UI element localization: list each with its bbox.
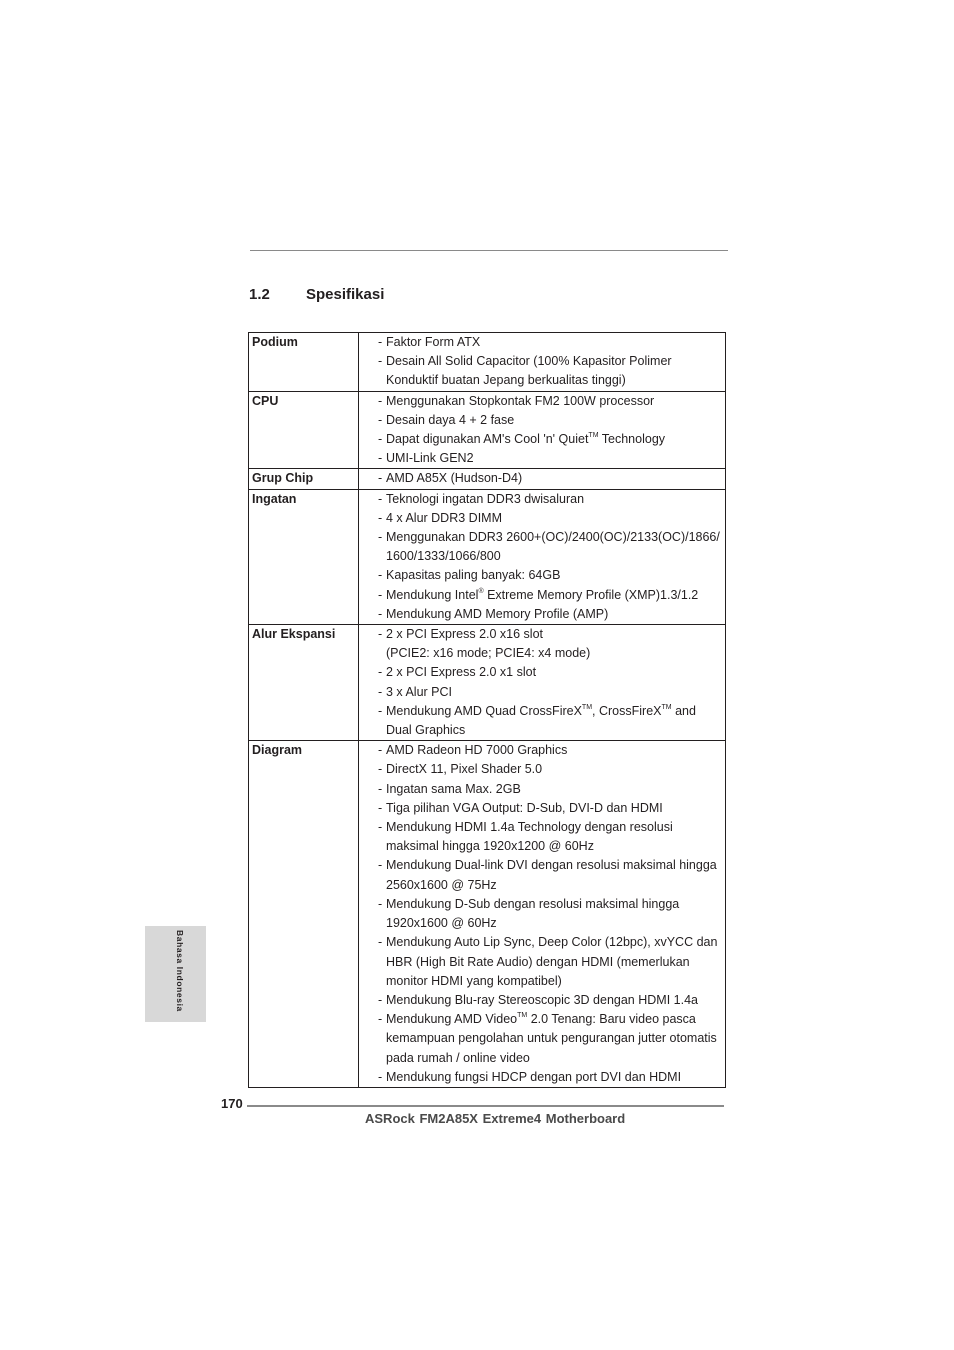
spec-item: [378, 528, 725, 566]
footer-title: ASRock FM2A85X Extreme4 Motherboard: [365, 1111, 626, 1126]
bullet-dash: -: [378, 684, 383, 699]
spec-item: [378, 625, 725, 663]
bullet-dash: -: [378, 393, 383, 408]
spec-item: [378, 430, 725, 449]
spec-items: [359, 333, 726, 392]
bullet-dash: -: [378, 568, 383, 583]
spec-item-line: Mendukung D-Sub dengan resolusi maksimal hingga: [386, 896, 680, 911]
superscript-mark: TM: [581, 703, 593, 711]
bullet-dash: -: [378, 1012, 383, 1027]
spec-row: [249, 333, 726, 392]
spec-label: Alur Ekspansi: [249, 625, 359, 741]
section-number: 1.2: [249, 286, 270, 303]
spec-item-line: Konduktif buatan Jepang berkualitas tinggi): [386, 373, 626, 388]
spec-item-line: 1920x1600 @ 60Hz: [386, 916, 497, 931]
spec-item: [378, 490, 725, 509]
spec-item-line: DirectX 11, Pixel Shader 5.0: [386, 762, 543, 777]
spec-item: [378, 449, 725, 468]
spec-item: [378, 1010, 725, 1068]
spec-items: [359, 469, 726, 489]
bullet-dash: -: [378, 743, 383, 758]
spec-label: Podium: [249, 333, 359, 392]
spec-item-line: 1600/1333/1066/800: [386, 549, 501, 564]
bullet-dash: -: [378, 858, 383, 873]
side-tab: [145, 926, 206, 1022]
bullet-dash: -: [378, 432, 383, 447]
spec-item-line: UMI-Link GEN2: [386, 451, 474, 466]
spec-item-line: monitor HDMI yang kompatibel): [386, 973, 562, 988]
bullet-dash: -: [378, 665, 383, 680]
spec-item-line: Dual Graphics: [386, 723, 466, 738]
bullet-dash: -: [378, 335, 383, 349]
spec-item: [378, 780, 725, 799]
spec-item-line: AMD A85X (Hudson-D4): [386, 471, 523, 486]
spec-item-line: 2560x1600 @ 75Hz: [386, 877, 497, 892]
spec-item-line: Kapasitas paling banyak: 64GB: [386, 568, 561, 583]
spec-item: [378, 469, 725, 488]
spec-item: [378, 683, 725, 702]
page-number: 170: [221, 1096, 243, 1111]
spec-item: [378, 663, 725, 682]
bullet-dash: -: [378, 451, 383, 466]
spec-row: [249, 391, 726, 469]
section-title: Spesifikasi: [306, 286, 385, 303]
bullet-dash: -: [378, 510, 383, 525]
spec-item-line: Mendukung AMD Video™ 2.0 Tenang: Baru video pasca: [386, 1012, 696, 1027]
spec-item: [378, 411, 725, 430]
spec-item: [378, 333, 725, 352]
side-tab-label: Bahasa Indonesia: [175, 930, 185, 1012]
spec-item: [378, 799, 725, 818]
spec-item-line: Faktor Form ATX: [386, 335, 481, 349]
bullet-dash: -: [378, 762, 383, 777]
bullet-dash: -: [378, 627, 383, 642]
spec-items: [359, 489, 726, 624]
spec-item: [378, 605, 725, 624]
spec-item: [378, 991, 725, 1010]
spec-item: [378, 566, 725, 585]
spec-label: Ingatan: [249, 489, 359, 624]
spec-item-line: Teknologi ingatan DDR3 dwisaluran: [386, 491, 585, 506]
spec-item: [378, 933, 725, 991]
spec-items: [359, 741, 726, 1088]
top-rule: [250, 250, 728, 251]
bullet-dash: -: [378, 530, 383, 545]
spec-label: Diagram: [249, 741, 359, 1088]
bullet-dash: -: [378, 354, 383, 369]
spec-row: [249, 489, 726, 624]
spec-table: [248, 332, 726, 1088]
spec-item: [378, 760, 725, 779]
bullet-dash: -: [378, 412, 383, 427]
bullet-dash: -: [378, 471, 383, 486]
bullet-dash: -: [378, 703, 383, 718]
spec-item-line: HBR (High Bit Rate Audio) dengan HDMI (memerlukan: [386, 954, 690, 969]
spec-item-line: Mendukung AMD Quad CrossFireX™, CrossFireX™ and: [386, 703, 696, 718]
spec-item-line: Mendukung Auto Lip Sync, Deep Color (12bpc), xvYCC dan: [386, 935, 718, 950]
spec-item: [378, 352, 725, 390]
spec-items: [359, 625, 726, 741]
spec-item-line: Mendukung Intel® Extreme Memory Profile (XMP)1.3/1.2: [386, 587, 699, 602]
spec-item: [378, 586, 725, 605]
spec-item-line: 3 x Alur PCI: [386, 684, 452, 699]
bullet-dash: -: [378, 800, 383, 815]
spec-item-line: 2 x PCI Express 2.0 x16 slot: [386, 627, 544, 642]
spec-item: [378, 392, 725, 411]
spec-row: [249, 741, 726, 1088]
spec-item-line: Desain All Solid Capacitor (100% Kapasitor Polimer: [386, 354, 672, 369]
spec-row: [249, 469, 726, 489]
spec-item-line: 4 x Alur DDR3 DIMM: [386, 510, 502, 525]
spec-item-line: Mendukung fungsi HDCP dengan port DVI dan HDMI: [386, 1069, 682, 1084]
spec-item-line: Tiga pilihan VGA Output: D-Sub, DVI-D dan HDMI: [386, 800, 663, 815]
superscript-mark: TM: [661, 703, 672, 711]
footer-rule: [247, 1105, 724, 1107]
spec-label: CPU: [249, 391, 359, 469]
spec-item-line: AMD Radeon HD 7000 Graphics: [386, 743, 568, 758]
spec-item: [378, 818, 725, 856]
spec-item-line: (PCIE2: x16 mode; PCIE4: x4 mode): [386, 646, 591, 661]
spec-item-line: Menggunakan Stopkontak FM2 100W processor: [386, 393, 655, 408]
spec-item-line: Desain daya 4 + 2 fase: [386, 412, 515, 427]
spec-item: [378, 895, 725, 933]
spec-items: [359, 391, 726, 469]
bullet-dash: -: [378, 606, 383, 621]
bullet-dash: -: [378, 896, 383, 911]
bullet-dash: -: [378, 587, 383, 602]
spec-item: [378, 1068, 725, 1087]
section-heading: [249, 286, 384, 303]
superscript-mark: TM: [588, 432, 599, 440]
bullet-dash: -: [378, 992, 383, 1007]
spec-item-line: Mendukung Dual-link DVI dengan resolusi maksimal hingga: [386, 858, 717, 873]
spec-item: [378, 509, 725, 528]
spec-item-line: Ingatan sama Max. 2GB: [386, 781, 521, 796]
spec-table-body: [249, 333, 726, 1088]
spec-item-line: pada rumah / online video: [386, 1050, 530, 1065]
spec-item-line: 2 x PCI Express 2.0 x1 slot: [386, 665, 537, 680]
spec-item-line: Mendukung AMD Memory Profile (AMP): [386, 606, 609, 621]
spec-item-line: Menggunakan DDR3 2600+(OC)/2400(OC)/2133(OC)/1866/: [386, 530, 720, 545]
spec-item: [378, 741, 725, 760]
superscript-mark: ®: [478, 587, 484, 595]
superscript-mark: TM: [517, 1012, 528, 1020]
spec-label: Grup Chip: [249, 469, 359, 489]
spec-item-line: maksimal hingga 1920x1200 @ 60Hz: [386, 839, 594, 854]
bullet-dash: -: [378, 781, 383, 796]
spec-item: [378, 702, 725, 740]
spec-item-line: Mendukung HDMI 1.4a Technology dengan resolusi: [386, 820, 673, 835]
bullet-dash: -: [378, 491, 383, 506]
bullet-dash: -: [378, 820, 383, 835]
spec-item-line: Mendukung Blu-ray Stereoscopic 3D dengan HDMI 1.4a: [386, 992, 698, 1007]
bullet-dash: -: [378, 935, 383, 950]
spec-item-line: Dapat digunakan AM's Cool 'n' Quiet™ Technology: [386, 432, 666, 447]
bullet-dash: -: [378, 1069, 383, 1084]
spec-row: [249, 625, 726, 741]
spec-item-line: kemampuan pengolahan untuk pengurangan jutter otomatis: [386, 1031, 717, 1046]
spec-item: [378, 856, 725, 894]
